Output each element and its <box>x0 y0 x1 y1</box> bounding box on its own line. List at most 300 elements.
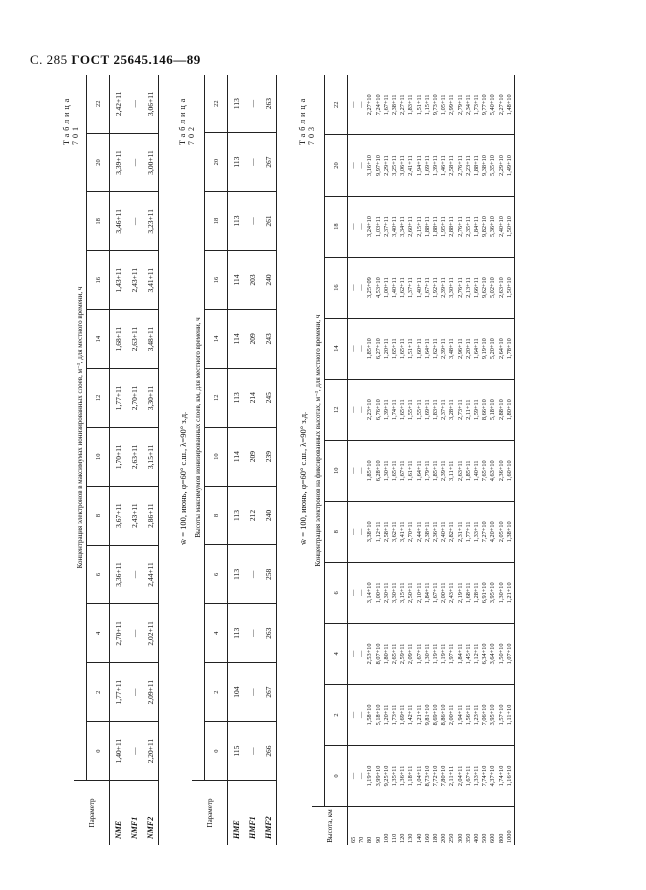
height-value: 100 <box>382 833 390 843</box>
value-cell: — <box>358 650 366 658</box>
value-cell: 1,55+11 <box>407 399 415 421</box>
param-cell: NME <box>113 820 123 839</box>
value-cell: 8,07+10 <box>374 643 382 665</box>
value-cell: 1,46+11 <box>440 155 448 176</box>
hour-header: 4 <box>87 604 110 663</box>
hour-header: 20 <box>87 133 110 192</box>
value-cell: 2,43+11 <box>126 251 142 310</box>
value-cell: 3,34+11 <box>399 216 407 237</box>
value-cell: 214 <box>244 368 260 427</box>
value-cell: 3,25+09 <box>366 277 374 299</box>
table-702-label: Таблица 702 <box>178 95 196 145</box>
hour-header: 14 <box>87 310 110 369</box>
value-cell: 1,60+10 <box>505 460 513 482</box>
value-cell: 2,70+11 <box>110 604 127 663</box>
height-header: Высота, км <box>312 807 348 846</box>
value-cell: 1,33+11 <box>473 765 481 787</box>
value-cell: 1,30+11 <box>382 460 390 482</box>
value-cell: 1,35+11 <box>391 765 399 787</box>
hour-header: 18 <box>325 196 348 257</box>
value-cell: 3,38+10 <box>366 521 374 543</box>
value-cell: 2,09+11 <box>407 643 415 665</box>
value-cell: 1,50+10 <box>497 643 505 665</box>
value-cell: 1,51+11 <box>415 94 423 116</box>
value-cell: 113 <box>228 486 245 545</box>
hour-header: 12 <box>87 368 110 427</box>
value-cell: 113 <box>228 75 245 133</box>
hour-header: 22 <box>205 75 228 133</box>
value-cell: 2,39+11 <box>440 277 448 298</box>
hour-header: 6 <box>205 545 228 604</box>
value-cell: 1,48+10 <box>505 94 513 116</box>
table-702 <box>192 75 277 845</box>
hour-header: 4 <box>325 623 348 684</box>
value-cell: — <box>126 545 142 604</box>
value-cell: 113 <box>228 545 245 604</box>
hour-header: 12 <box>205 368 228 427</box>
value-cell: — <box>244 192 260 251</box>
height-value: 200 <box>440 833 448 843</box>
value-cell: 212 <box>244 486 260 545</box>
value-cell: 2,86+11 <box>142 486 159 545</box>
value-cell: 2,42+11 <box>110 75 127 133</box>
value-cell: 1,51+11 <box>407 338 415 359</box>
value-cell: 5,20+10 <box>489 338 497 360</box>
value-cell: 1,49+10 <box>505 155 513 176</box>
value-cell: 2,00+11 <box>440 582 448 604</box>
height-value: 180 <box>432 833 440 843</box>
value-cell: 3,25+11 <box>391 155 399 176</box>
hour-header: 18 <box>205 192 228 251</box>
value-cell: 6,27+10 <box>374 338 382 360</box>
param-header: Параметр <box>74 781 110 846</box>
value-cell: 1,18+11 <box>407 765 415 787</box>
value-cell: 1,50+10 <box>505 216 513 237</box>
param-cell: HMF1 <box>247 816 257 839</box>
value-cell: — <box>350 284 357 291</box>
value-cell: 2,73+11 <box>456 399 464 421</box>
value-cell: 8,86+10 <box>440 704 448 726</box>
value-cell: 7,06+10 <box>481 704 489 726</box>
value-cell: 1,88+11 <box>432 216 440 237</box>
value-cell: 2,43+11 <box>448 582 456 604</box>
hour-header: 22 <box>87 75 110 133</box>
value-cell: 1,74+10 <box>497 765 505 787</box>
value-cell: 1,64+11 <box>415 460 423 482</box>
height-value: 250 <box>448 833 456 843</box>
value-cell: 6,28+10 <box>374 460 382 482</box>
value-cell: 1,40+11 <box>473 460 481 482</box>
value-cell: 1,77+11 <box>110 368 127 427</box>
value-cell: 1,19+10 <box>366 765 374 787</box>
value-cell: 1,28+11 <box>473 582 481 604</box>
value-cell: 3,99+10 <box>374 765 382 787</box>
hour-header: 2 <box>87 663 110 722</box>
value-cell: 2,64+10 <box>497 338 505 360</box>
value-cell: 2,50+11 <box>407 582 415 604</box>
value-cell: 1,65+11 <box>399 399 407 421</box>
value-cell: 3,64+10 <box>489 643 497 665</box>
value-cell: 9,97+10 <box>374 155 382 176</box>
value-cell: 5,02+10 <box>489 277 497 299</box>
value-cell: 1,38+10 <box>505 521 513 543</box>
value-cell: 2,19+11 <box>456 582 464 604</box>
value-cell: 2,11+11 <box>448 765 456 787</box>
value-cell: 3,46+11 <box>110 192 127 251</box>
value-cell: 1,74+11 <box>391 399 399 421</box>
value-cell: 1,67+11 <box>399 460 407 482</box>
value-cell: 1,60+11 <box>415 338 423 359</box>
value-cell: 1,67+11 <box>464 765 472 787</box>
value-cell: 1,43+11 <box>110 251 127 310</box>
value-cell: 245 <box>260 368 277 427</box>
hour-header: 18 <box>87 192 110 251</box>
value-cell: — <box>358 284 366 291</box>
value-cell: 1,42+11 <box>407 704 415 726</box>
value-cell: 1,88+11 <box>473 155 481 176</box>
value-cell: 1,73+11 <box>473 94 481 116</box>
value-cell: 2,58+11 <box>382 521 390 543</box>
value-cell: — <box>126 75 142 133</box>
value-cell: 1,64+11 <box>423 338 431 359</box>
table-row <box>244 75 260 845</box>
value-cell: 4,20+10 <box>489 521 497 543</box>
value-cell: 239 <box>260 427 277 486</box>
value-cell: 2,44+11 <box>142 545 159 604</box>
value-cell: 1,85+10 <box>366 338 374 360</box>
value-cell: 2,27+10 <box>497 94 505 116</box>
value-cell: 2,39+11 <box>440 460 448 482</box>
value-cell: 3,40+11 <box>391 216 399 237</box>
value-cell: 6,91+10 <box>481 582 489 604</box>
value-cell: 1,15+11 <box>423 94 431 116</box>
table-row <box>228 75 245 845</box>
value-cell: 2,99+11 <box>448 94 456 116</box>
value-cell: 2,63+10 <box>497 277 505 299</box>
value-cell: — <box>244 545 260 604</box>
value-cell: 1,62+11 <box>399 277 407 298</box>
value-cell: 1,20+11 <box>382 338 390 359</box>
height-value: 800 <box>497 833 505 843</box>
param-cell: NMF1 <box>129 816 139 839</box>
table-row <box>260 75 277 845</box>
value-cell: 1,84+11 <box>423 582 431 604</box>
value-cell: 6,34+10 <box>481 643 489 665</box>
value-cell: 2,36+10 <box>497 460 505 482</box>
value-cell: 115 <box>228 722 245 781</box>
value-cell: 1,40+11 <box>391 277 399 298</box>
value-cell: 2,88+11 <box>448 216 456 237</box>
value-cell: 3,39+11 <box>110 133 127 192</box>
value-cell: — <box>244 604 260 663</box>
value-cell: 1,97+11 <box>448 643 456 665</box>
value-cell: 1,61+11 <box>407 460 415 482</box>
param-cell: HMF2 <box>260 781 277 846</box>
value-cell: — <box>358 528 366 535</box>
height-value: 65 <box>350 836 357 843</box>
value-cell: 2,60+11 <box>407 216 415 237</box>
value-cell: 8,66+10 <box>481 399 489 421</box>
value-cell: 3,95+10 <box>489 582 497 604</box>
height-value: 110 <box>391 833 399 843</box>
hour-header: 10 <box>205 427 228 486</box>
value-cell: 263 <box>260 604 277 663</box>
value-cell: 1,07+10 <box>505 643 513 665</box>
value-cell: 1,11+10 <box>505 704 513 726</box>
value-cell: 1,65+11 <box>391 338 399 359</box>
value-cell: 3,30+11 <box>448 277 456 298</box>
height-value: 160 <box>423 833 431 843</box>
value-cell: 5,36+10 <box>489 216 497 237</box>
value-cell: 1,80+10 <box>505 399 513 421</box>
hour-header: 8 <box>325 501 348 562</box>
value-cell: 2,30+11 <box>382 582 390 604</box>
value-cell: 2,65+11 <box>391 643 399 665</box>
value-cell: 7,27+10 <box>481 521 489 543</box>
value-cell: 3,16+10 <box>366 155 374 176</box>
value-column <box>348 318 515 379</box>
value-cell: 1,79+11 <box>423 460 431 482</box>
value-cell: 2,11+11 <box>464 399 472 420</box>
value-cell: 7,72+10 <box>432 765 440 787</box>
height-column <box>348 807 515 846</box>
value-cell: 104 <box>228 663 245 722</box>
value-cell: 1,40+11 <box>415 277 423 298</box>
value-column <box>348 196 515 257</box>
condition-702: w̄ = 100, июнь, φ=60° с.ш., λ=90° з.д. <box>178 411 188 545</box>
hour-header: 10 <box>87 427 110 486</box>
value-cell: 2,20+11 <box>142 722 159 781</box>
hour-header: 14 <box>325 318 348 379</box>
value-cell: 3,48+11 <box>448 338 456 359</box>
value-cell: 209 <box>244 427 260 486</box>
value-cell: 6,76+10 <box>374 399 382 421</box>
value-cell: 1,00+11 <box>374 582 382 604</box>
value-cell: 1,67+11 <box>382 94 390 116</box>
value-cell: 2,23+11 <box>464 155 472 176</box>
value-cell: 2,88+10 <box>497 399 505 421</box>
value-cell: — <box>350 101 357 108</box>
value-cell: — <box>244 663 260 722</box>
value-cell: 240 <box>260 250 277 309</box>
value-cell: 2,00+11 <box>448 704 456 726</box>
value-cell: 1,68+11 <box>464 582 472 604</box>
table-703 <box>312 75 515 845</box>
value-cell: 2,96+11 <box>456 338 464 359</box>
value-cell: 2,41+11 <box>407 155 415 176</box>
value-cell: 2,63+11 <box>126 310 142 369</box>
value-cell: 1,77+11 <box>110 663 127 722</box>
value-cell: 1,68+11 <box>110 310 127 369</box>
value-cell: 2,38+11 <box>423 521 431 543</box>
hour-header: 8 <box>87 486 110 545</box>
hour-header: 4 <box>205 604 228 663</box>
value-cell: 8,69+10 <box>432 704 440 726</box>
value-cell: 3,67+11 <box>110 486 127 545</box>
value-cell: 9,73+10 <box>432 94 440 116</box>
value-cell: 1,83+11 <box>407 94 415 116</box>
value-cell: 2,29+10 <box>497 155 505 176</box>
value-cell: 1,58+10 <box>366 704 374 726</box>
value-cell: 1,69+11 <box>423 399 431 421</box>
value-cell: 2,27+10 <box>366 94 374 116</box>
value-cell: 2,05+10 <box>497 521 505 543</box>
value-cell: — <box>358 467 366 474</box>
value-cell: 1,20+11 <box>382 704 390 726</box>
value-cell: 261 <box>260 192 277 251</box>
value-cell: 1,00+11 <box>382 277 390 298</box>
value-cell: 2,63+11 <box>456 460 464 482</box>
value-cell: 1,36+11 <box>399 765 407 787</box>
value-cell: 1,56+11 <box>464 704 472 726</box>
value-cell: 1,65+11 <box>399 338 407 359</box>
height-value: 120 <box>399 833 407 843</box>
value-cell: 3,00+11 <box>142 133 159 192</box>
hour-header: 12 <box>325 379 348 440</box>
value-cell: 2,27+11 <box>399 94 407 116</box>
value-cell: — <box>350 467 357 474</box>
value-column <box>348 135 515 196</box>
value-cell: 1,39+11 <box>382 399 390 421</box>
value-cell: 3,30+11 <box>142 368 159 427</box>
value-cell: 1,03+11 <box>374 216 382 237</box>
param-header: Параметр <box>192 781 228 846</box>
hour-header: 2 <box>205 663 228 722</box>
value-cell: 1,66+11 <box>473 277 481 298</box>
value-cell: — <box>350 711 357 719</box>
value-cell: 240 <box>260 486 277 545</box>
value-cell: 2,37+11 <box>440 399 448 421</box>
value-cell: 3,15+11 <box>399 582 407 604</box>
hour-header: 6 <box>325 562 348 623</box>
value-cell: 2,09+11 <box>142 663 159 722</box>
param-cell: NMF2 <box>142 781 159 846</box>
value-cell: 5,18+10 <box>489 399 497 421</box>
height-value: 70 <box>358 836 366 843</box>
condition-703: w̄ = 100, июнь, φ=60° с.ш., λ=90° з.д. <box>298 411 308 545</box>
value-cell: 3,28+11 <box>448 399 456 421</box>
value-cell: 1,95+11 <box>440 216 448 237</box>
value-cell: — <box>350 345 357 352</box>
hour-header: 0 <box>205 722 228 781</box>
value-cell: 3,36+11 <box>110 545 127 604</box>
value-cell: 2,35+11 <box>464 216 472 237</box>
value-cell: 2,63+11 <box>126 427 142 486</box>
value-cell: 2,20+11 <box>464 338 472 359</box>
value-cell: 7,65+10 <box>481 460 489 482</box>
value-cell: 2,23+10 <box>366 399 374 421</box>
table-caption: Концентрация электронов в максимумах ионизированных слоев, м⁻³, для местного времени, ч <box>74 75 87 781</box>
value-cell: 203 <box>244 250 260 309</box>
value-cell: 1,78+10 <box>505 338 513 360</box>
page-number: С. 285 <box>30 52 68 67</box>
value-cell: — <box>126 192 142 251</box>
value-cell: 2,36+11 <box>432 521 440 543</box>
value-cell: 3,06+11 <box>142 75 159 133</box>
value-cell: 113 <box>228 192 245 251</box>
hour-header: 20 <box>325 135 348 196</box>
value-cell: 9,38+10 <box>481 155 489 176</box>
value-column <box>348 562 515 623</box>
value-cell: 1,70+11 <box>110 427 127 486</box>
value-column <box>348 75 515 135</box>
height-value: 1000 <box>505 830 513 843</box>
value-cell: 1,30+11 <box>423 643 431 665</box>
value-cell: 3,41+11 <box>399 521 407 543</box>
value-cell: 243 <box>260 309 277 368</box>
value-cell: 1,64+11 <box>473 338 481 359</box>
hour-header: 16 <box>87 251 110 310</box>
height-value: 500 <box>481 833 489 843</box>
value-cell: 2,44+11 <box>415 521 423 543</box>
value-cell: 7,80+10 <box>440 765 448 787</box>
value-cell: 1,55+11 <box>415 399 423 421</box>
value-cell: 1,88+11 <box>423 216 431 237</box>
value-cell: 1,69+11 <box>423 155 431 176</box>
value-cell: 1,45+11 <box>464 643 472 665</box>
value-cell: 1,85+11 <box>432 460 440 482</box>
value-cell: — <box>126 722 142 781</box>
value-cell: 1,67+11 <box>415 643 423 665</box>
value-cell: 113 <box>228 604 245 663</box>
value-cell: 1,37+11 <box>407 277 415 298</box>
value-cell: 114 <box>228 309 245 368</box>
value-column <box>348 684 515 745</box>
value-cell: 2,76+11 <box>456 277 464 298</box>
value-cell: 2,34+11 <box>464 94 472 116</box>
value-cell: — <box>358 345 366 352</box>
value-cell: 263 <box>260 75 277 133</box>
value-cell: 8,73+10 <box>423 765 431 787</box>
hour-header: 16 <box>325 257 348 318</box>
value-cell: 9,77+10 <box>481 94 489 116</box>
hour-header: 2 <box>325 684 348 745</box>
value-cell: 2,39+11 <box>440 338 448 359</box>
value-cell: 2,76+11 <box>456 216 464 237</box>
value-cell: 1,94+11 <box>415 155 423 176</box>
value-cell: 1,19+11 <box>440 643 448 665</box>
hour-header: 10 <box>325 440 348 501</box>
value-cell: 1,12+11 <box>374 521 382 543</box>
value-cell: — <box>358 101 366 108</box>
height-value: 350 <box>464 833 472 843</box>
hour-header: 16 <box>205 250 228 309</box>
value-cell: 9,82+10 <box>481 216 489 237</box>
rotated-page-body <box>60 75 646 845</box>
hour-header: 8 <box>205 486 228 545</box>
value-cell: 1,05+11 <box>440 94 448 116</box>
value-cell: 1,16+10 <box>505 765 513 787</box>
value-cell: 267 <box>260 133 277 192</box>
value-cell: 2,76+11 <box>456 155 464 176</box>
value-cell: — <box>358 162 366 169</box>
value-cell: 2,79+11 <box>456 94 464 116</box>
value-cell: 2,02+11 <box>142 604 159 663</box>
table-row <box>126 75 142 845</box>
value-cell: 2,82+11 <box>448 521 456 543</box>
value-cell: 3,41+11 <box>142 251 159 310</box>
value-cell: 1,67+11 <box>423 277 431 298</box>
table-701 <box>74 75 159 845</box>
value-cell: — <box>350 406 357 413</box>
value-cell: 2,70+11 <box>126 368 142 427</box>
value-cell: 1,12+11 <box>473 643 481 665</box>
standard-label: ГОСТ <box>71 52 110 67</box>
value-cell: 1,67+11 <box>432 582 440 604</box>
height-value: 130 <box>407 833 415 843</box>
value-cell: 1,21+10 <box>505 582 513 604</box>
value-cell: 3,95+10 <box>489 704 497 726</box>
